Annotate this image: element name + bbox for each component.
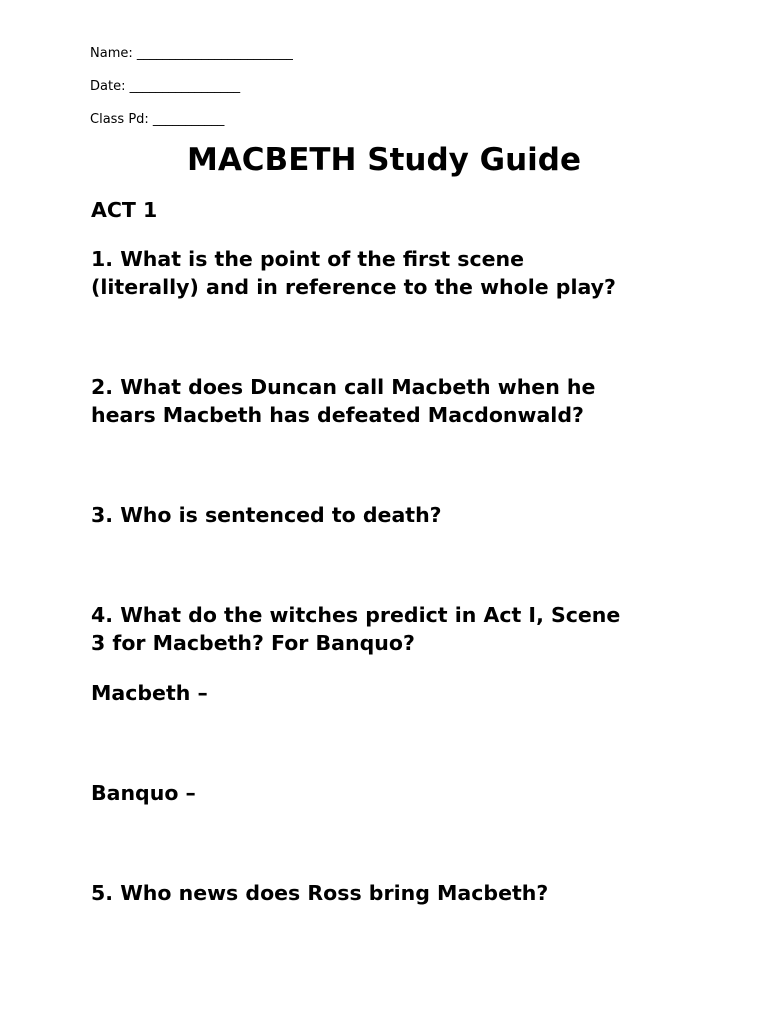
question-4: 4. What do the witches predict in Act I, Scene 3 for Macbeth? For Banquo?	[91, 603, 621, 655]
page-title: MACBETH Study Guide	[186, 142, 582, 178]
macbeth-answer-label: Macbeth –	[91, 681, 208, 705]
question-3: 3. Who is sentenced to death?	[91, 503, 442, 527]
date-field-line: Date: _________________	[90, 79, 241, 94]
banquo-answer-label: Banquo –	[91, 781, 196, 805]
question-5: 5. Who news does Ross bring Macbeth?	[91, 881, 549, 905]
name-field-line: Name: ________________________	[90, 46, 293, 61]
question-2: 2. What does Duncan call Macbeth when he hears Macbeth has defeated Macdonwald?	[91, 375, 596, 427]
class-period-field-line: Class Pd: ___________	[90, 112, 225, 127]
question-1: 1. What is the point of the first scene (literally) and in reference to the whole play?	[91, 247, 616, 299]
act-heading: ACT 1	[91, 198, 158, 222]
